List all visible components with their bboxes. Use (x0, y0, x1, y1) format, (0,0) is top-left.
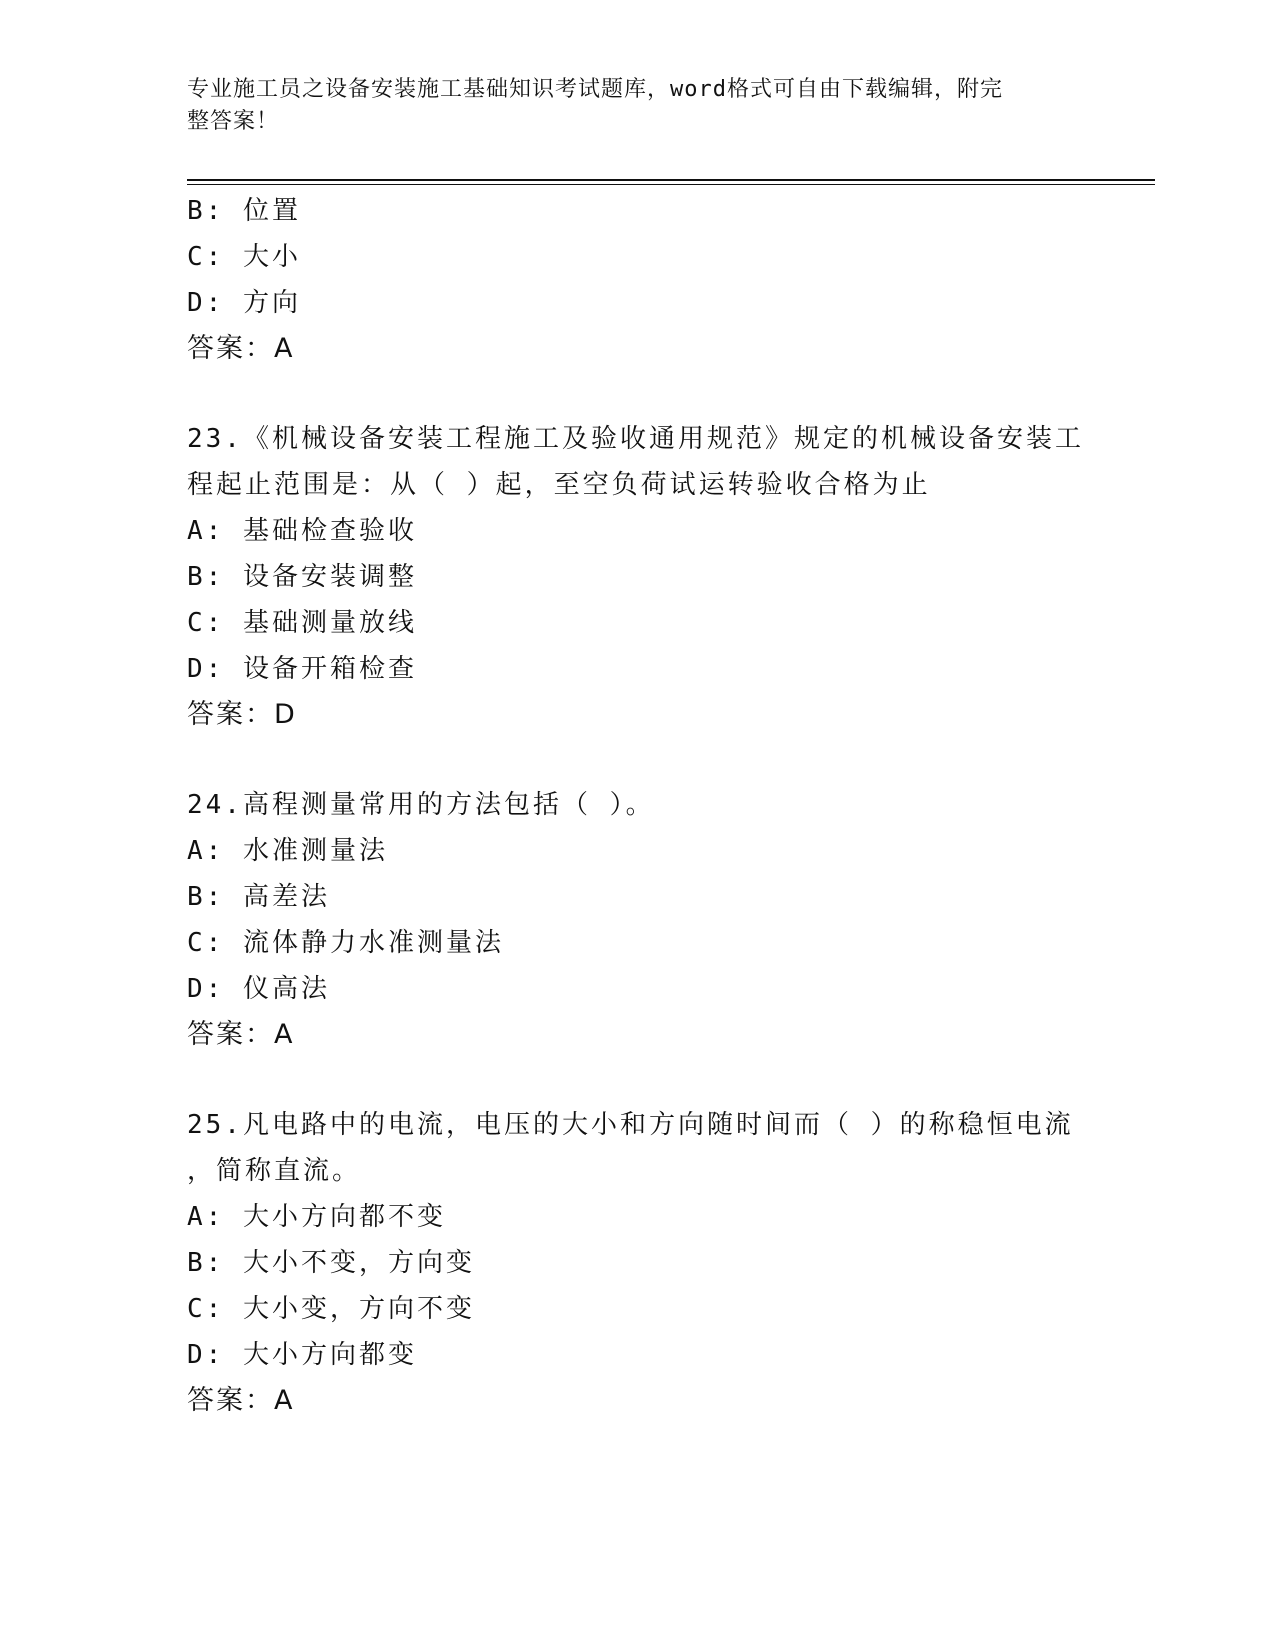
option-c: C: 基础测量放线 (187, 608, 417, 638)
option-c: C: 大小 (187, 242, 301, 272)
option-b: B: 位置 (187, 196, 301, 226)
option-d: D: 方向 (187, 288, 301, 318)
option-b: B: 设备安装调整 (187, 562, 417, 592)
option-b: B: 高差法 (187, 882, 330, 912)
question-list (187, 188, 1087, 1424)
header-line-1: 专业施工员之设备安装施工基础知识考试题库，word格式可自由下载编辑，附完 (187, 77, 1003, 102)
header-divider-thin (187, 184, 1155, 185)
option-c: C: 流体静力水准测量法 (187, 928, 504, 958)
header-divider (187, 179, 1155, 181)
page-header (187, 74, 1067, 138)
option-d: D: 设备开箱检查 (187, 654, 417, 684)
question-stem-line: 25.凡电路中的电流，电压的大小和方向随时间而（ ）的称稳恒电流 (187, 1110, 1074, 1140)
question-stem-line: 23.《机械设备安装工程施工及验收通用规范》规定的机械设备安装工 (187, 424, 1084, 454)
header-line-2: 整答案！ (187, 109, 280, 134)
question-24 (187, 782, 1087, 1058)
option-d: D: 仪高法 (187, 974, 330, 1004)
option-b: B: 大小不变，方向变 (187, 1248, 475, 1278)
answer-line: 答案：A (187, 1019, 295, 1050)
answer-line: 答案：D (187, 699, 297, 730)
option-d: D: 大小方向都变 (187, 1340, 417, 1370)
option-a: A: 水准测量法 (187, 836, 388, 866)
question-23 (187, 416, 1087, 738)
question-stem-line: ，简称直流。 (187, 1156, 362, 1186)
question-22-continued (187, 188, 1087, 372)
answer-line: 答案：A (187, 333, 295, 364)
option-a: A: 大小方向都不变 (187, 1202, 446, 1232)
question-stem-line: 程起止范围是：从（ ）起，至空负荷试运转验收合格为止 (187, 470, 931, 500)
answer-line: 答案：A (187, 1385, 295, 1416)
question-25 (187, 1102, 1087, 1424)
question-stem-line: 24.高程测量常用的方法包括（ ）。 (187, 790, 655, 820)
option-c: C: 大小变，方向不变 (187, 1294, 475, 1324)
option-a: A: 基础检查验收 (187, 516, 417, 546)
